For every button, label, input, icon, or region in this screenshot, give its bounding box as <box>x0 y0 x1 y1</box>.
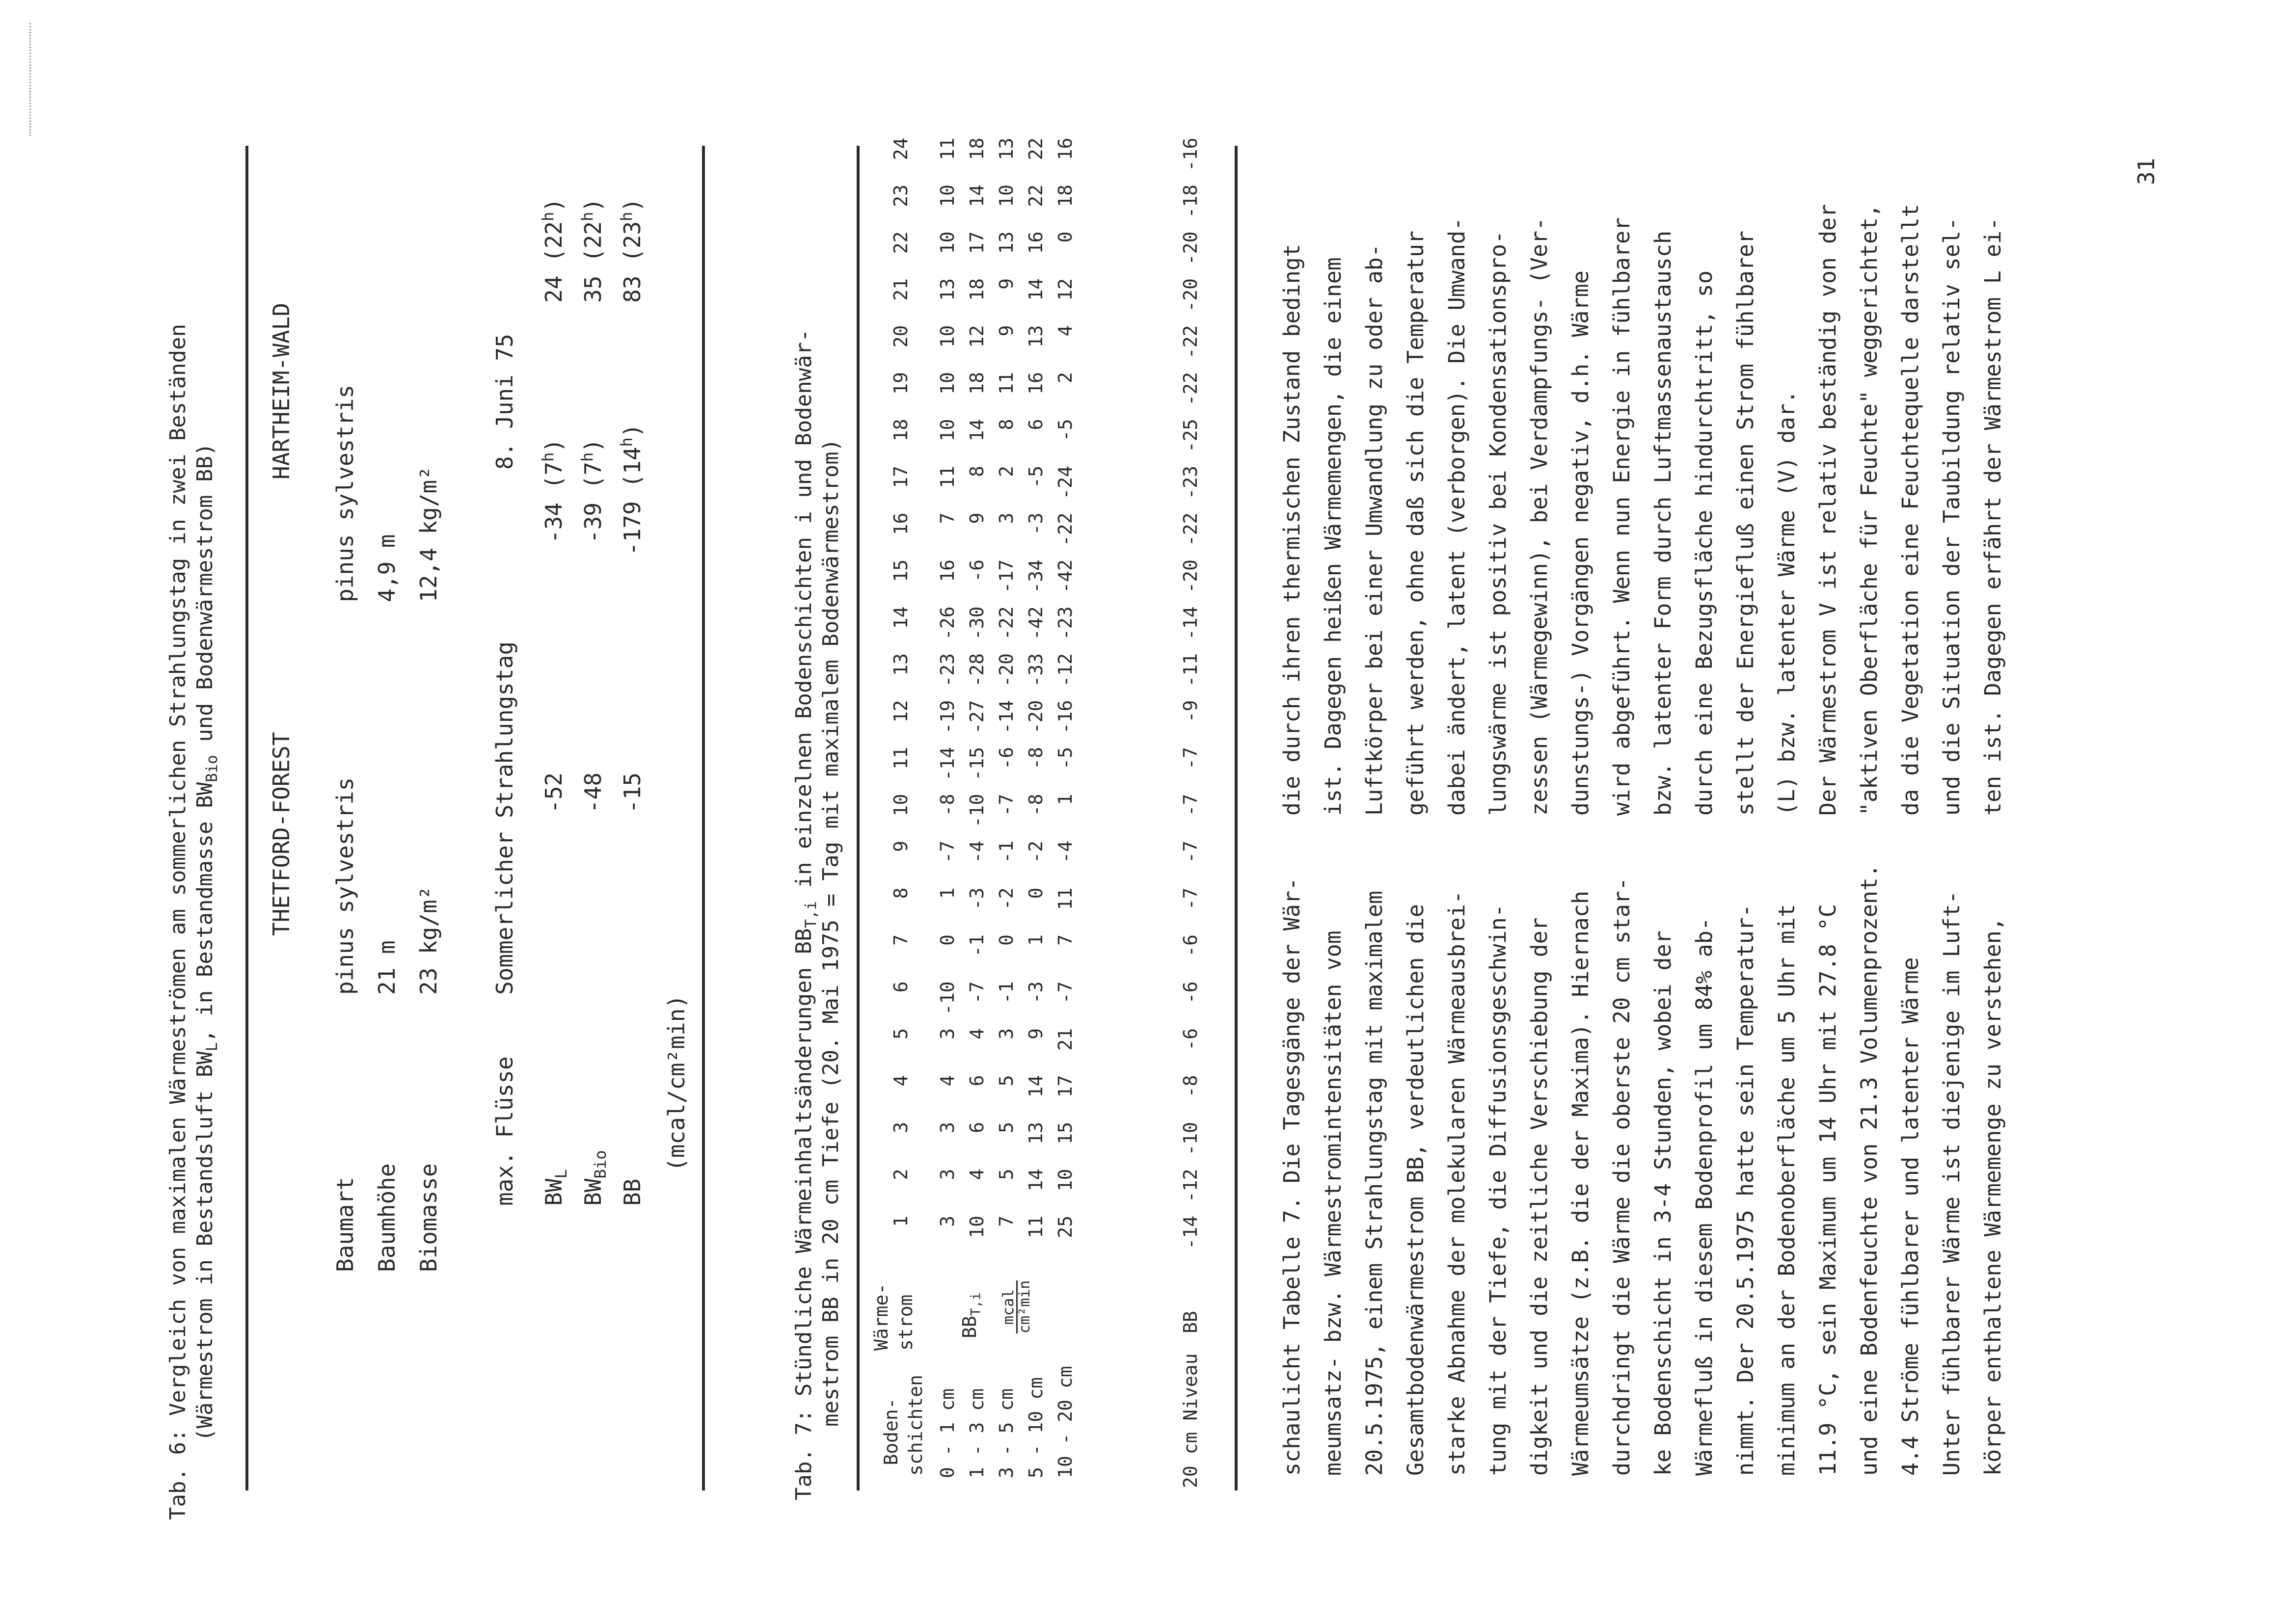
tab7-cell: 18 <box>1054 185 1076 207</box>
tab7-cell: -33 <box>1025 653 1047 687</box>
tab7-cell: 9 <box>1025 1028 1047 1039</box>
tab6-flux-value: -39 (7$^h$) <box>578 438 606 543</box>
text-line: und eine Bodenfeuchte von 21.3 Volumenprozent. <box>1856 864 1882 1476</box>
tab7-cell: 18 <box>966 278 988 301</box>
tab7-bb-cell: -14 <box>1180 1216 1201 1250</box>
tab7-hour-header: 15 <box>890 559 912 582</box>
tab7-cell: 6 <box>966 1122 988 1133</box>
tab6-row-value: pinus sylvestris <box>332 384 358 602</box>
tab7-cell: -7 <box>1054 981 1076 1004</box>
tab7-bb-cell: -25 <box>1180 419 1201 453</box>
tab7-cell: -2 <box>996 887 1017 910</box>
tab7-bb-cell: -6 <box>1180 1028 1201 1051</box>
tab7-cell: 0 <box>996 934 1017 946</box>
tab7-cell: -19 <box>937 700 958 734</box>
tab7-bb-name: 20 cm Niveau <box>1180 1353 1201 1488</box>
tab7-cell: -27 <box>966 700 988 734</box>
tab7-cell: 7 <box>996 1216 1017 1227</box>
tab7-cell: 6 <box>966 1075 988 1087</box>
tab6-flux-value: -52 <box>540 772 567 813</box>
tab7-hour-header: 18 <box>890 419 912 442</box>
tab7-cell: 11 <box>937 466 958 488</box>
tab7-cell: 3 <box>937 1216 958 1227</box>
tab7-cell: 7 <box>937 512 958 524</box>
tab7-cell: -14 <box>996 700 1017 734</box>
tab6-row-value: 23 kg/m² <box>415 886 442 995</box>
tab7-cell: -10 <box>966 794 988 828</box>
tab7-cell: 16 <box>1025 372 1047 395</box>
tab6-top-rule <box>245 146 248 1490</box>
tab7-hour-header: 6 <box>890 981 912 993</box>
text-line: die durch ihren thermischen Zustand bedingt <box>1279 244 1305 816</box>
tab7-bb-cell: -20 <box>1180 559 1201 593</box>
tab7-cell: -20 <box>1025 700 1047 734</box>
tab7-cell: 12 <box>1054 278 1076 301</box>
tab7-cell: 18 <box>966 372 988 395</box>
tab7-cell: -8 <box>1025 794 1047 817</box>
text-line: da die Vegetation eine Feuchtequelle darstellt <box>1897 204 1923 816</box>
text-line: körper enthaltene Wärmemenge zu verstehen, <box>1980 917 2006 1476</box>
tab6-flux-value: -34 (7$^h$) <box>539 438 567 543</box>
text-line: stellt der Energiefluß einen Strom fühlbarer <box>1732 230 1758 816</box>
tab7-cell: 3 <box>937 1169 958 1180</box>
tab7-cell: 10 <box>937 185 958 207</box>
tab7-bb-cell: -6 <box>1180 934 1201 957</box>
text-line: durch eine Bezugsfläche hindurchtritt, so <box>1691 270 1717 816</box>
tab7-bb-cell: -20 <box>1180 278 1201 312</box>
tab7-bb-cell: -10 <box>1180 1122 1201 1156</box>
tab6-col1-header: THETFORD-FOREST <box>268 732 295 936</box>
tab7-cell: 14 <box>966 419 988 442</box>
tab7-cell: -14 <box>937 747 958 781</box>
tab7-cell: 21 <box>1054 1028 1076 1051</box>
tab7-caption-line1: Tab. 7: Stündliche Wärmeinhaltsänderungen $BB_{T,i}$ in einzelnen Bodenschichten i und Bodenwär- <box>791 329 820 1500</box>
tab7-hour-header: 14 <box>890 606 912 629</box>
tab7-cell: 11 <box>1025 1216 1047 1238</box>
tab7-cell: 16 <box>1025 231 1047 254</box>
tab7-bb-cell: -22 <box>1180 512 1201 547</box>
tab7-cell: 10 <box>937 325 958 348</box>
tab7-cell: 4 <box>966 1028 988 1039</box>
tab7-cell: 10 <box>966 1216 988 1238</box>
tab7-cell: 22 <box>1025 185 1047 207</box>
tab6-flux-symbol: BB <box>619 1178 646 1206</box>
tab6-flux-label: max. Flüsse <box>491 1056 518 1206</box>
tab6-day2: 8. Juni 75 <box>491 334 518 470</box>
tab7-layer-name: 1 - 3 cm <box>966 1388 988 1478</box>
tab7-cell: 0 <box>1054 231 1076 243</box>
tab6-row-value: pinus sylvestris <box>332 777 358 995</box>
tab7-cell: -24 <box>1054 466 1076 500</box>
tab7-cell: -28 <box>966 653 988 687</box>
tab6-flux-value: 24 (22$^h$) <box>539 198 567 303</box>
tab7-cell: 8 <box>966 466 988 477</box>
tab7-hour-header: 11 <box>890 747 912 770</box>
tab6-row-value: 12,4 kg/m² <box>415 466 442 602</box>
tab7-hour-header: 23 <box>890 185 912 207</box>
tab7-cell: 10 <box>996 185 1017 207</box>
tab7-hour-header: 12 <box>890 700 912 723</box>
tab7-cell: 11 <box>937 137 958 160</box>
tab7-hour-header: 17 <box>890 466 912 488</box>
tab6-flux-value: 83 (23$^h$) <box>617 198 646 303</box>
tab7-cell: 0 <box>1025 887 1047 899</box>
tab7-bb-cell: -16 <box>1180 137 1201 172</box>
tab7-header-layers: Boden- schichten <box>880 1375 926 1476</box>
tab7-cell: -7 <box>937 841 958 863</box>
text-line: 20.5.1975, einem Strahlungstag mit maximalem <box>1361 890 1387 1476</box>
tab7-cell: 12 <box>966 325 988 348</box>
tab7-cell: 18 <box>966 137 988 160</box>
text-line: bzw. latenter Form durch Luftmassenaustausch <box>1650 230 1676 816</box>
text-line: ten ist. Dagegen erfährt der Wärmestrom L ei- <box>1980 217 2006 816</box>
tab7-cell: 3 <box>996 512 1017 524</box>
tab7-cell: -5 <box>1025 466 1047 488</box>
tab7-cell: 2 <box>1054 372 1076 383</box>
tab7-bb-cell: -7 <box>1180 747 1201 770</box>
tab6-row-label: Biomasse <box>415 1163 442 1272</box>
tab7-bb-cell: -11 <box>1180 653 1201 687</box>
text-line: Unter fühlbarer Wärme ist diejenige im Luft- <box>1939 890 1965 1476</box>
tab7-hour-header: 16 <box>890 512 912 535</box>
tab7-bb-cell: -23 <box>1180 466 1201 500</box>
tab7-cell: -17 <box>996 559 1017 593</box>
text-line: Luftkörper bei einer Umwandlung zu oder ab- <box>1361 244 1387 816</box>
tab7-cell: 13 <box>1025 325 1047 348</box>
tab7-cell: -6 <box>996 747 1017 770</box>
tab7-bb-cell: -8 <box>1180 1075 1201 1098</box>
tab7-cell: -22 <box>996 606 1017 640</box>
text-line: durchdringt die Wärme die oberste 20 cm star- <box>1609 877 1635 1476</box>
tab6-day1: Sommerlicher Strahlungstag <box>491 641 518 995</box>
tab6-unit: (mcal/cm²min) <box>663 994 690 1171</box>
tab7-cell: -23 <box>937 653 958 687</box>
tab7-cell: -26 <box>937 606 958 640</box>
text-line: ist. Dagegen heißen Wärmemengen, die einem <box>1320 257 1346 816</box>
tab7-cell: -3 <box>1025 981 1047 1004</box>
tab6-caption-line1: Tab. 6: Vergleich von maximalen Wärmeströmen am sommerlichen Strahlungstag in zwei Beständen <box>165 323 190 1520</box>
text-line: digkeit und die zeitliche Verschiebung der <box>1526 917 1552 1476</box>
tab7-bb-symbol: BB <box>1180 1311 1201 1333</box>
tab7-cell: -16 <box>1054 700 1076 734</box>
tab7-cell: 25 <box>1054 1216 1076 1238</box>
tab7-bb-cell: -7 <box>1180 887 1201 910</box>
tab7-cell: 14 <box>1025 1075 1047 1098</box>
tab7-cell: 17 <box>966 231 988 254</box>
text-line: Wärmeumsätze (z.B. die der Maxima). Hiernach <box>1567 890 1594 1476</box>
tab6-flux-symbol: $BW_{Bio}$ <box>580 1150 610 1206</box>
tab7-cell: -7 <box>996 794 1017 817</box>
tab7-cell: 9 <box>996 278 1017 290</box>
text-line: 4.4 Ströme fühlbarer und latenter Wärme <box>1897 957 1923 1476</box>
tab7-hour-header: 7 <box>890 934 912 946</box>
tab7-cell: -2 <box>1025 841 1047 863</box>
text-line: wird abgeführt. Wenn nun Energie in fühlbarer <box>1609 217 1635 816</box>
tab7-cell: 14 <box>1025 278 1047 301</box>
tab7-hour-header: 22 <box>890 231 912 254</box>
tab7-bb-cell: -22 <box>1180 325 1201 359</box>
tab7-hour-header: 5 <box>890 1028 912 1039</box>
tab7-cell: -4 <box>1054 841 1076 863</box>
tab6-row-value: 4,9 m <box>374 534 400 602</box>
tab7-cell: -5 <box>1054 747 1076 770</box>
tab7-bb-cell: -6 <box>1180 981 1201 1004</box>
text-line: ke Bodenschicht in 3-4 Stunden, wobei der <box>1650 931 1676 1476</box>
tab7-unit: mcal cm²min <box>1000 1280 1033 1333</box>
tab7-cell: 5 <box>996 1122 1017 1133</box>
tab7-layer-name: 3 - 5 cm <box>996 1388 1017 1478</box>
tab6-caption-line2: (Wärmestrom in Bestandsluft $BW_L$, in Bestandmasse $BW_{Bio}$ und Bodenwärmestrom BB) <box>192 443 221 1441</box>
tab7-cell: 6 <box>1025 419 1047 430</box>
tab7-hour-header: 3 <box>890 1122 912 1133</box>
tab7-bottom-rule <box>1235 146 1238 1490</box>
tab7-hour-header: 1 <box>890 1216 912 1227</box>
tab7-cell: 14 <box>966 185 988 207</box>
tab7-cell: 14 <box>1025 1169 1047 1192</box>
tab7-bb-cell: -18 <box>1180 185 1201 218</box>
tab7-cell: -12 <box>1054 653 1076 687</box>
tab7-bb-cell: -20 <box>1180 231 1201 266</box>
tab6-flux-value: -179 (14$^h$) <box>617 424 646 556</box>
tab7-cell: 10 <box>937 419 958 442</box>
tab7-cell: 3 <box>937 1122 958 1133</box>
text-line: zessen (Wärmegewinn), bei Verdampfungs- (Ver- <box>1526 217 1552 816</box>
tab7-cell: 10 <box>937 372 958 395</box>
tab7-bb-cell: -9 <box>1180 700 1201 723</box>
tab6-bottom-rule <box>702 146 705 1490</box>
tab7-hour-header: 4 <box>890 1075 912 1087</box>
tab7-cell: -1 <box>996 841 1017 863</box>
tab7-cell: 3 <box>937 1028 958 1039</box>
tab6-flux-value: 35 (22$^h$) <box>578 198 606 303</box>
tab6-row-label: Baumart <box>332 1177 358 1272</box>
tab7-flux-symbol: $BB_{T,i}$ <box>959 1292 984 1338</box>
tab6-row-label: Baumhöhe <box>374 1163 400 1272</box>
tab7-bb-cell: -14 <box>1180 606 1201 640</box>
scan-border-line <box>29 23 31 136</box>
tab7-hour-header: 21 <box>890 278 912 301</box>
tab7-cell: 16 <box>937 559 958 582</box>
tab7-cell: -7 <box>966 981 988 1004</box>
page-number: 31 <box>2133 158 2160 185</box>
tab7-bb-cell: -7 <box>1180 794 1201 817</box>
text-line: geführt werden, ohne daß sich die Temperatur <box>1403 230 1429 816</box>
tab7-cell: 9 <box>966 512 988 524</box>
tab7-cell: -42 <box>1054 559 1076 593</box>
text-line: meumsatz- bzw. Wärmestromintensitäten vom <box>1320 931 1346 1476</box>
text-line: nimmt. Der 20.5.1975 hatte sein Temperatur- <box>1732 904 1758 1476</box>
text-line: dunstungs-) Vorgängen negativ, d.h. Wärme <box>1567 270 1594 816</box>
tab7-cell: 4 <box>1054 325 1076 337</box>
tab7-cell: -23 <box>1054 606 1076 640</box>
tab7-bb-cell: -12 <box>1180 1169 1201 1203</box>
tab7-cell: 1 <box>1054 794 1076 805</box>
text-line: starke Abnahme der molekularen Wärmeausbrei- <box>1444 890 1470 1476</box>
text-line: "aktiven Oberfläche für Feuchte" weggerichtet, <box>1856 204 1882 816</box>
tab7-cell: -8 <box>937 794 958 817</box>
tab7-hour-header: 10 <box>890 794 912 817</box>
tab7-cell: 0 <box>937 934 958 946</box>
tab7-hour-header: 2 <box>890 1169 912 1180</box>
text-line: schaulicht Tabelle 7. Die Tagesgänge der Wär- <box>1279 877 1305 1476</box>
tab7-cell: -1 <box>966 934 988 957</box>
tab7-hour-header: 9 <box>890 841 912 852</box>
tab7-layer-name: 5 - 10 cm <box>1025 1377 1047 1478</box>
tab7-cell: 4 <box>937 1075 958 1087</box>
tab7-bb-cell: -7 <box>1180 841 1201 863</box>
tab7-bb-cell: -22 <box>1180 372 1201 406</box>
text-line: Wärmefluß in diesem Bodenprofil um 84% ab- <box>1691 917 1717 1476</box>
tab6-col2-header: HARTHEIM-WALD <box>268 302 295 479</box>
text-line: dabei ändert, latent (verborgen). Die Umwand- <box>1444 217 1470 816</box>
tab7-cell: 5 <box>996 1169 1017 1180</box>
tab7-hour-header: 24 <box>890 137 912 160</box>
tab7-cell: -5 <box>1054 419 1076 442</box>
tab7-cell: 13 <box>1025 1122 1047 1144</box>
tab7-cell: -10 <box>937 981 958 1015</box>
tab7-layer-name: 10 - 20 cm <box>1054 1366 1076 1478</box>
tab7-top-rule <box>857 146 860 1490</box>
tab7-cell: -34 <box>1025 559 1047 593</box>
tab7-cell: -30 <box>966 606 988 640</box>
tab7-cell: -1 <box>996 981 1017 1004</box>
tab7-cell: 1 <box>1025 934 1047 946</box>
tab6-flux-value: -15 <box>619 772 646 813</box>
tab6-row-value: 21 m <box>374 940 400 995</box>
tab7-cell: 13 <box>937 278 958 301</box>
tab7-cell: 17 <box>1054 1075 1076 1098</box>
left-text-column <box>1271 864 2014 1476</box>
text-line: lungswärme ist positiv bei Kondensationspro- <box>1485 230 1511 816</box>
tab7-cell: 10 <box>937 231 958 254</box>
tab7-cell: 11 <box>1054 887 1076 910</box>
tab7-cell: -3 <box>1025 512 1047 535</box>
tab7-hour-header: 20 <box>890 325 912 348</box>
tab7-hour-header: 8 <box>890 887 912 899</box>
tab7-cell: 11 <box>996 372 1017 395</box>
text-line: 11.9 °C, sein Maximum um 14 Uhr mit 27.8 °C <box>1815 904 1841 1476</box>
tab7-hour-header: 19 <box>890 372 912 395</box>
tab7-caption-line2: mestrom BB in 20 cm Tiefe (20. Mai 1975 = Tag mit maximalem Bodenwärmestrom) <box>818 438 843 1427</box>
tab7-cell: -3 <box>966 887 988 910</box>
tab7-cell: 13 <box>996 137 1017 160</box>
tab7-cell: 10 <box>1054 1169 1076 1192</box>
tab7-cell: 4 <box>966 1169 988 1180</box>
tab7-cell: 3 <box>996 1028 1017 1039</box>
text-line: (L) bzw. latenter Wärme (V) dar. <box>1774 390 1800 816</box>
tab7-cell: 2 <box>996 466 1017 477</box>
tab7-cell: 22 <box>1025 137 1047 160</box>
tab7-cell: 1 <box>937 887 958 899</box>
text-line: und die Situation der Taubildung relativ sel- <box>1939 217 1965 816</box>
tab7-cell: 9 <box>996 325 1017 337</box>
tab7-cell: 8 <box>996 419 1017 430</box>
tab7-cell: -20 <box>996 653 1017 687</box>
tab7-cell: 16 <box>1054 137 1076 160</box>
text-line: Gesamtbodenwärmestrom BB, verdeutlichen die <box>1403 904 1429 1476</box>
tab7-layer-name: 0 - 1 cm <box>937 1388 958 1478</box>
text-line: tung mit der Tiefe, die Diffusionsgeschwin- <box>1485 904 1511 1476</box>
text-line: Der Wärmestrom V ist relativ beständig von der <box>1815 204 1841 816</box>
tab7-cell: -15 <box>966 747 988 781</box>
right-text-column <box>1271 204 2014 816</box>
tab7-cell: -42 <box>1025 606 1047 640</box>
tab7-cell: 5 <box>996 1075 1017 1087</box>
tab7-cell: 15 <box>1054 1122 1076 1144</box>
tab7-cell: -6 <box>966 559 988 582</box>
tab7-cell: 7 <box>1054 934 1076 946</box>
tab6-flux-value: -48 <box>580 772 606 813</box>
tab7-cell: -22 <box>1054 512 1076 547</box>
tab7-hour-header: 13 <box>890 653 912 676</box>
tab7-cell: -8 <box>1025 747 1047 770</box>
tab7-cell: 13 <box>996 231 1017 254</box>
tab6-flux-symbol: $BW_L$ <box>540 1169 571 1206</box>
tab7-cell: -4 <box>966 841 988 863</box>
text-line: minimum an der Bodenoberfläche um 5 Uhr mit <box>1774 904 1800 1476</box>
tab7-header-flux: Wärme- strom <box>870 1283 917 1351</box>
